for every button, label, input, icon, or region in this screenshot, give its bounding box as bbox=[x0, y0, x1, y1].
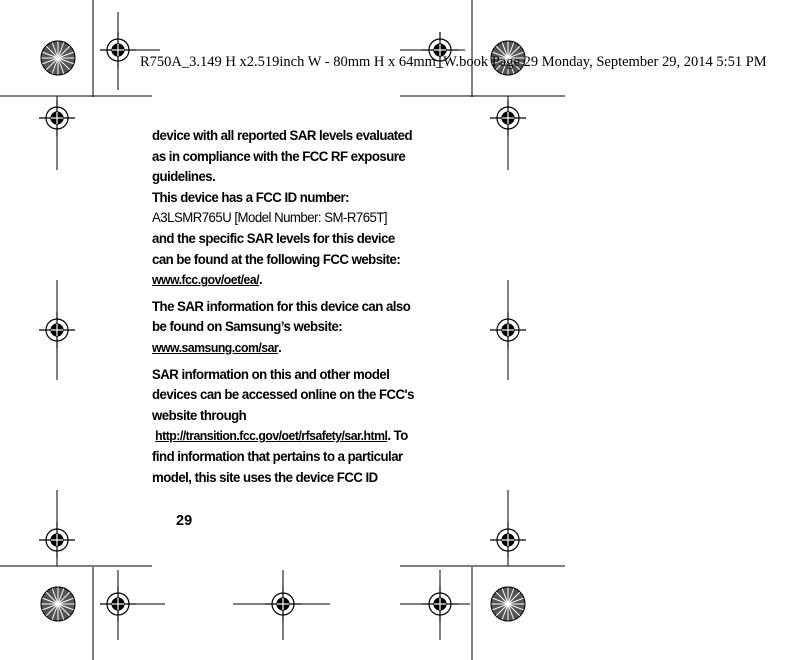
page-body bbox=[152, 126, 417, 488]
period-text: . bbox=[278, 339, 282, 356]
paragraph-compliance: device with all reported SAR levels evaluated as in compliance with the FCC RF exposure guidelines. bbox=[152, 128, 413, 186]
rfsafety-rest-text: . To find information that pertains to a particular model, this site uses the device FCC ID bbox=[152, 428, 408, 486]
samsung-sar-text: The SAR information for this device can also be found on Samsung’s website: bbox=[152, 298, 411, 336]
fcc-rfsafety-link[interactable]: http://transition.fcc.gov/oet/rfsafety/sar.html bbox=[155, 428, 388, 444]
samsung-sar-link[interactable]: www.samsung.com/sar bbox=[152, 339, 279, 355]
model-number-line: A3LSMR765U [Model Number: SM-R765T] bbox=[152, 210, 388, 227]
page-number: 29 bbox=[176, 513, 193, 529]
paragraph-fcc-website bbox=[152, 229, 417, 291]
paragraph-samsung-sar bbox=[152, 297, 417, 359]
fcc-ea-link[interactable]: www.fcc.gov/oet/ea/ bbox=[152, 272, 260, 288]
fcc-website-text: and the specific SAR levels for this device can be found at the following FCC website: bbox=[152, 230, 401, 268]
paragraph-fcc-id-intro: This device has a FCC ID number: bbox=[152, 189, 350, 206]
period-text: . bbox=[259, 272, 263, 289]
print-slug-header: R750A_3.149 H x2.519inch W - 80mm H x 64mm_W.book Page 29 Monday, September 29, 2014 5:51 PM bbox=[140, 54, 767, 70]
paragraph-fcc-rfsafety bbox=[152, 365, 417, 489]
rfsafety-intro-text: SAR information on this and other model devices can be accessed online on the FCC's website through bbox=[152, 366, 414, 424]
